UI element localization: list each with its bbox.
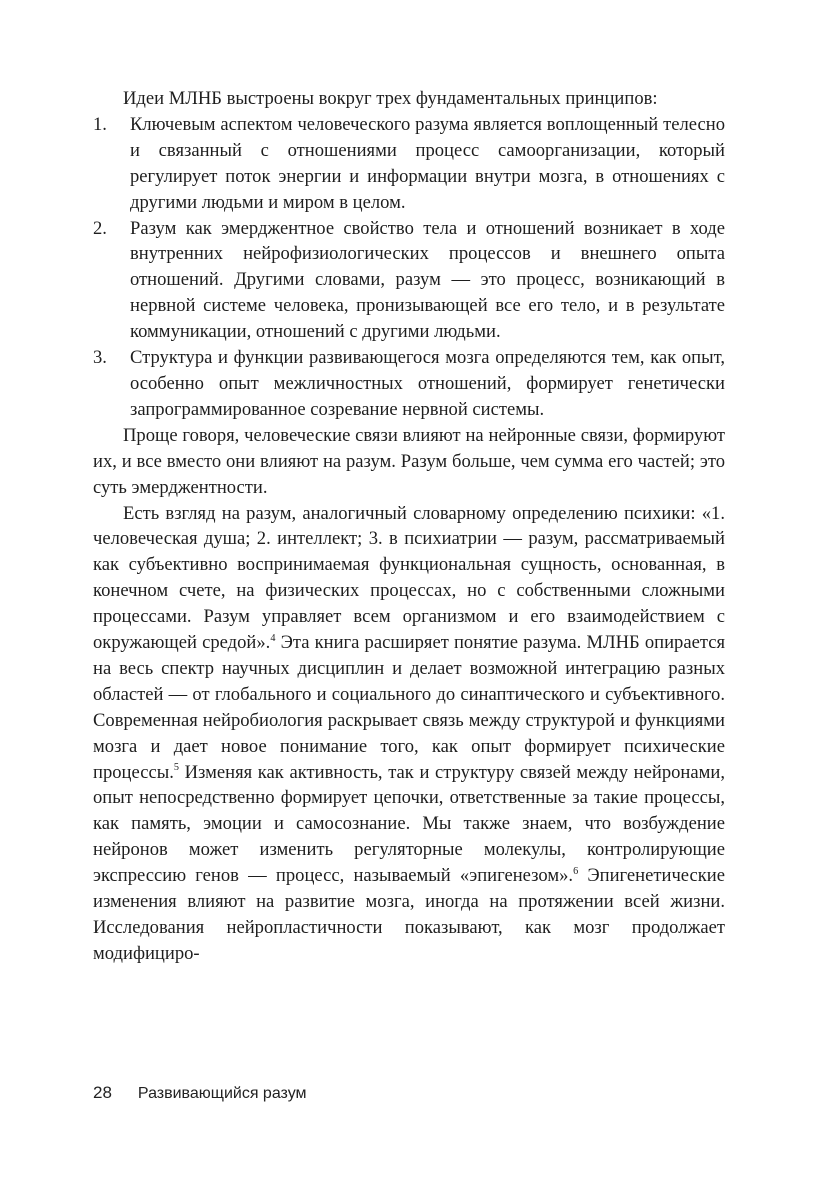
- list-item: [93, 345, 725, 423]
- page-number: 28: [93, 1083, 112, 1102]
- definition-paragraph: [93, 501, 725, 967]
- paragraph-text: Эта книга расширяет понятие разума. МЛНБ опирается на весь спектр научных дисциплин и делает возможной интеграцию разных областей — от глобального и социального до синаптического и субъективного. Современная нейробиология раскрывает связь между структурой и функциями мозга и дает новое понимание того, как опыт формирует психические процессы.: [93, 632, 725, 783]
- paragraph-text: Есть взгляд на разум, аналогичный словарному определению психики: «1. человеческая душа; 2. интеллект; 3. в психиатрии — разум, рассматриваемый как субъективно воспринимаемая функциональная сущность, основанная, в конечном счете, на физических процессах, но с собственными сложными процессами. Разум управляет всем организмом и его взаимодействием с окружающей средой».: [93, 502, 725, 654]
- body-text: [93, 86, 725, 967]
- list-item: [93, 112, 725, 216]
- footnote-ref[interactable]: 4: [270, 632, 276, 644]
- running-title: Развивающийся разум: [137, 1085, 307, 1102]
- principles-list: [93, 112, 725, 423]
- intro-paragraph: Идеи МЛНБ выстроены вокруг трех фундаментальных принципов:: [123, 88, 658, 109]
- summary-paragraph: Проще говоря, человеческие связи влияют на нейронные связи, формируют их, и все вместо они влияют на разум. Разум больше, чем сумма его частей; это суть эмерджентности.: [93, 424, 725, 498]
- list-item-text: Ключевым аспектом человеческого разума является воплощенный телесно и связанный с отношениями процесс самоорганизации, который регулирует поток энергии и информации внутри мозга, в отношениях с другими людьми и миром в целом.: [130, 113, 725, 213]
- paragraph-text: Эпигенетические изменения влияют на развитие мозга, иногда на протяжении всей жизни. Исследования нейропластичности показывают, как мозг продолжает модифициро-: [93, 865, 725, 964]
- list-item: [93, 216, 725, 346]
- paragraph-text: Изменяя как активность, так и структуру связей между нейронами, опыт непосредственно формирует цепочки, ответственные за такие процессы, как память, эмоции и самосознание. Мы также знаем, что возбуждение нейронов может изменить регуляторные молекулы, контролирующие экспрессию генов — процесс, называемый «эпигенезом».: [93, 761, 725, 887]
- page-footer: [93, 1083, 307, 1103]
- footnote-ref[interactable]: 5: [173, 762, 179, 774]
- list-item-number: 2.: [93, 217, 107, 239]
- list-item-number: 1.: [93, 113, 107, 135]
- list-item-number: 3.: [93, 347, 107, 369]
- list-item-text: Разум как эмерджентное свойство тела и отношений возникает в ходе внутренних нейрофизиологических процессов и внешнего опыта отношений. Другими словами, разум — это процесс, возникающий в нервной системе человека, пронизывающей все его тело, и в результате коммуникации, отношений с другими людьми.: [130, 217, 725, 343]
- footnote-ref[interactable]: 6: [573, 866, 579, 878]
- list-item-text: Структура и функции развивающегося мозга определяются тем, как опыт, особенно опыт межличностных отношений, формирует генетически запрограммированное созревание нервной системы.: [130, 347, 725, 420]
